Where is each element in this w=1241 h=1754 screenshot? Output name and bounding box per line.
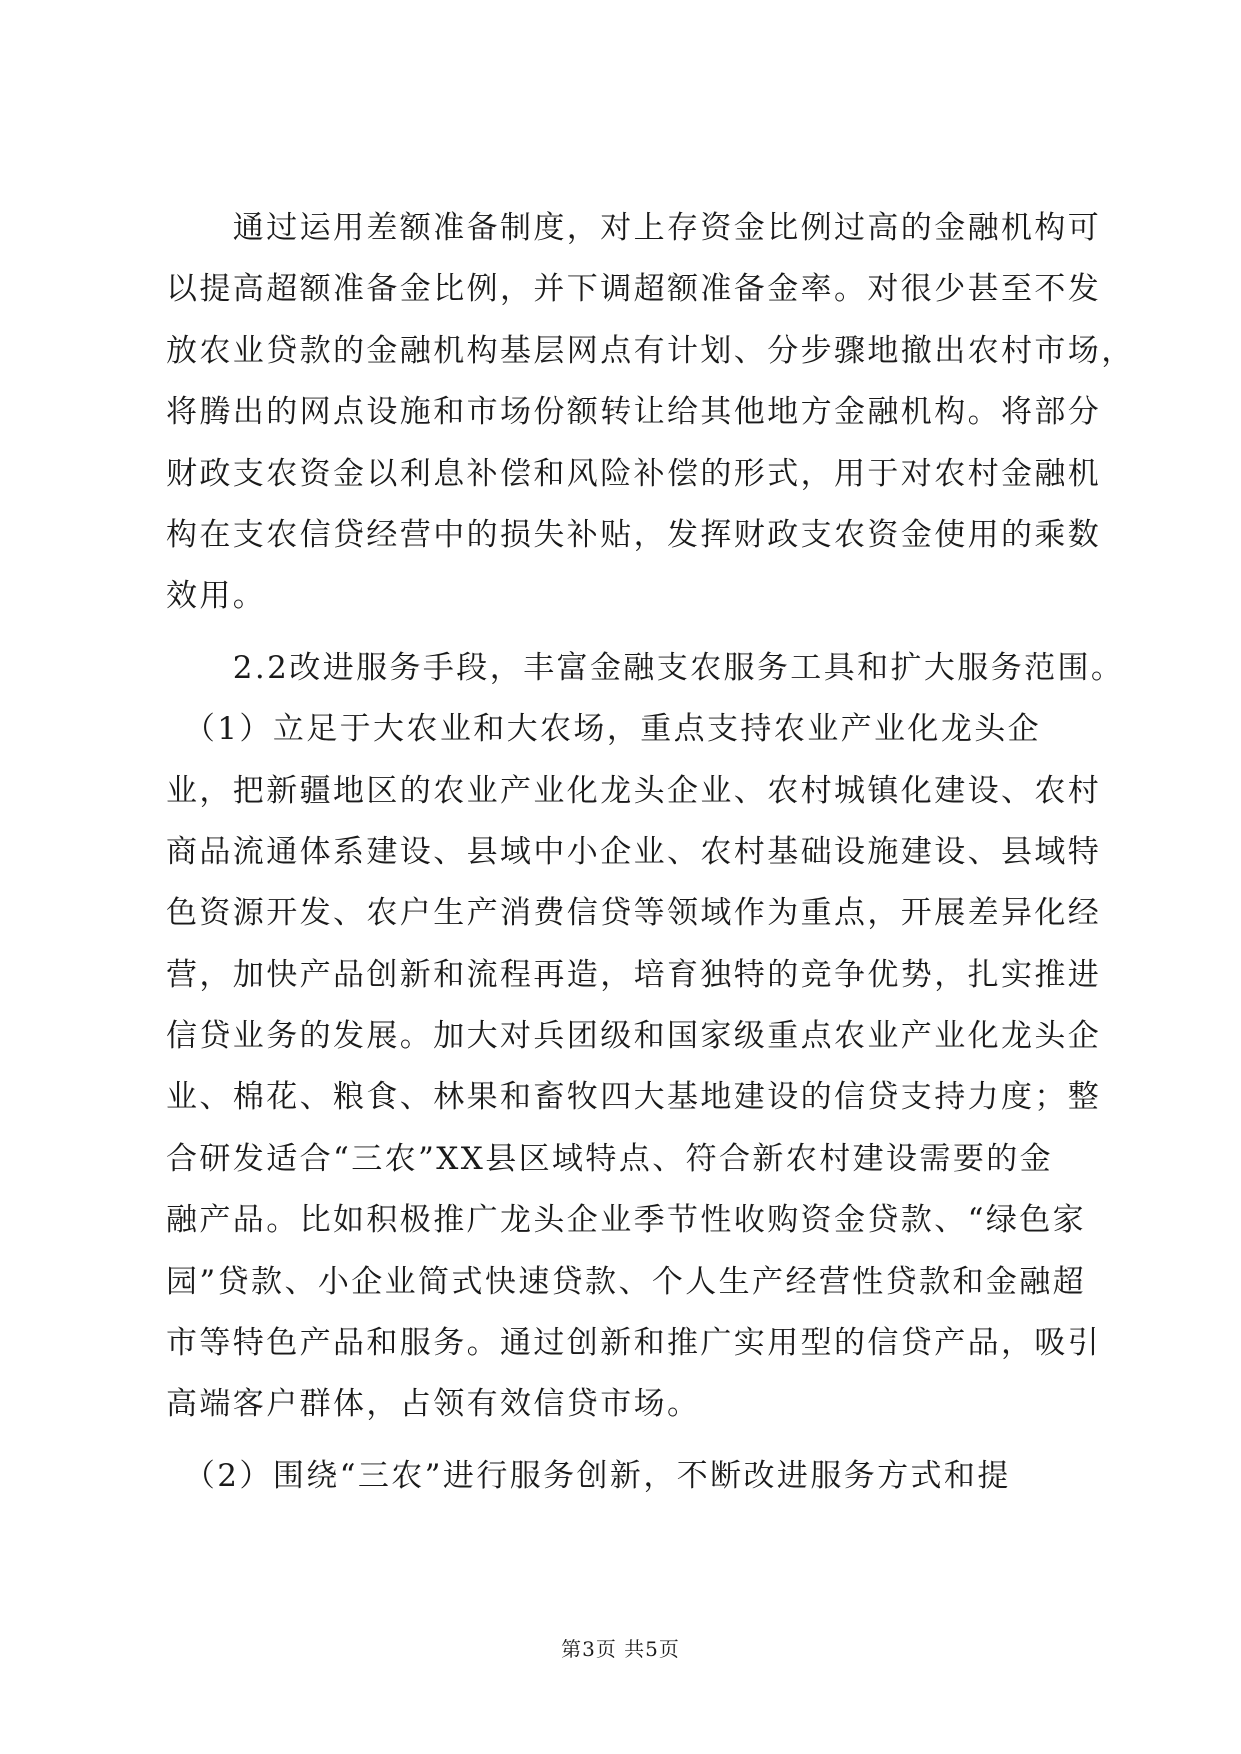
text-line: 将腾出的网点设施和市场份额转让给其他地方金融机构。将部分 [166, 394, 1102, 431]
text-line: 营，加快产品创新和流程再造，培育独特的竞争优势，扎实推进 [166, 956, 1102, 993]
text-line: 高端客户群体，占领有效信贷市场。 [166, 1386, 701, 1423]
text-line: 园”贷款、小企业简式快速贷款、个人生产经营性贷款和金融超 [166, 1263, 1087, 1300]
text-line: 融产品。比如积极推广龙头企业季节性收购资金贷款、“绿色家 [166, 1202, 1087, 1239]
text-line: 信贷业务的发展。加大对兵团级和国家级重点农业产业化龙头企 [166, 1018, 1102, 1055]
text-line: 效用。 [166, 578, 267, 615]
text-line: 业、棉花、粮食、林果和畜牧四大基地建设的信贷支持力度；整 [166, 1079, 1102, 1116]
text-line: （1）立足于大农业和大农场，重点支持农业产业化龙头企 [166, 711, 1042, 748]
text-line: 合研发适合“三农”XX县区域特点、符合新农村建设需要的金 [166, 1140, 1054, 1177]
text-line: 色资源开发、农户生产消费信贷等领域作为重点，开展差异化经 [166, 895, 1102, 932]
text-line: 财政支农资金以利息补偿和风险补偿的形式，用于对农村金融机 [166, 455, 1102, 492]
text-line: 市等特色产品和服务。通过创新和推广实用型的信贷产品，吸引 [166, 1325, 1102, 1362]
body-text [166, 198, 1135, 1507]
text-line: 商品流通体系建设、县域中小企业、农村基础设施建设、县域特 [166, 833, 1102, 870]
page-footer [0, 1633, 1241, 1662]
text-line: （2）围绕“三农”进行服务创新，不断改进服务方式和提 [166, 1457, 1011, 1494]
section-heading: 2.2改进服务手段，丰富金融支农服务工具和扩大服务范围。 [166, 649, 1125, 686]
text-line: 通过运用差额准备制度，对上存资金比例过高的金融机构可 [166, 210, 1102, 246]
text-line: 以提高超额准备金比例，并下调超额准备金率。对很少甚至不发 [166, 271, 1102, 308]
page-number: 第3页 共5页 [561, 1637, 680, 1661]
text-line: 构在支农信贷经营中的损失补贴，发挥财政支农资金使用的乘数 [166, 516, 1102, 553]
text-line: 放农业贷款的金融机构基层网点有计划、分步骤地撤出农村市场， [166, 332, 1135, 369]
text-line: 业，把新疆地区的农业产业化龙头企业、农村城镇化建设、农村 [166, 772, 1102, 809]
